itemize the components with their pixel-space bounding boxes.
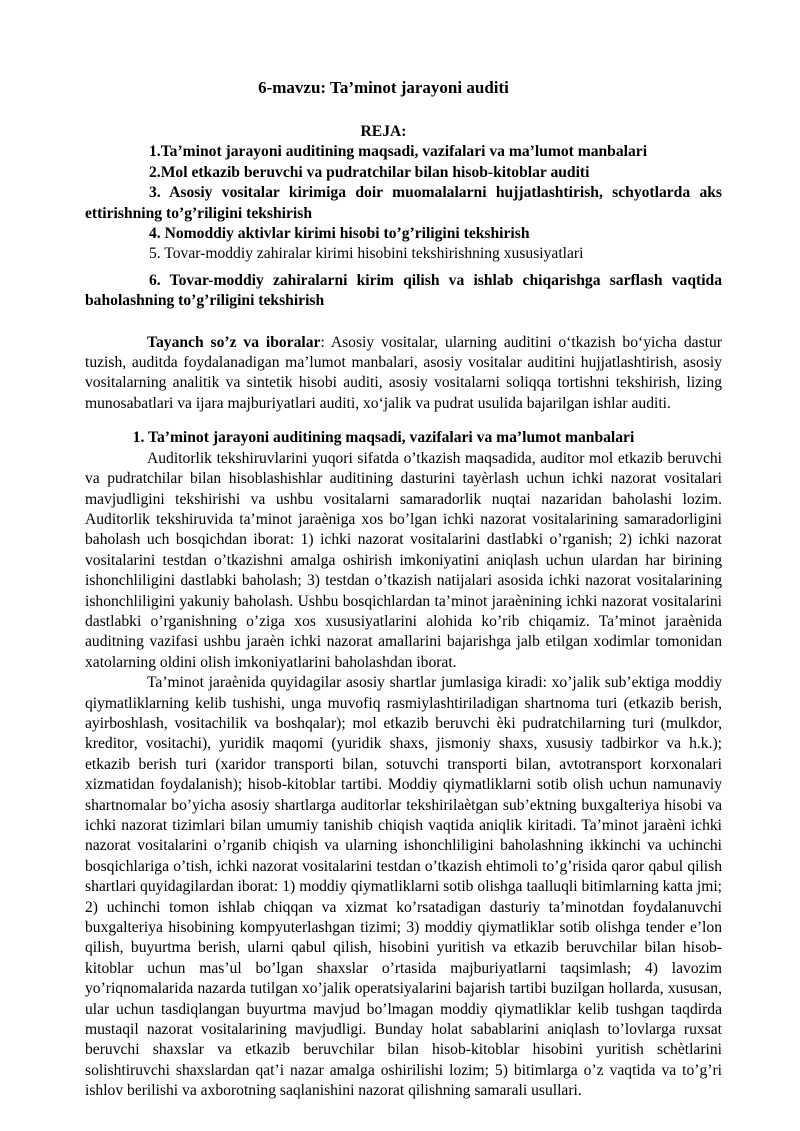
plan-item-3: 3. Asosiy vositalar kirimiga doir muomalalarni hujjatlashtirish, schyotlarda aks ettirishning to’g’riligini tekshirish: [85, 184, 722, 222]
keywords-paragraph: [85, 333, 722, 415]
keywords-text: : Asosiy vositalar, ularning auditini oʻtkazish boʻyicha dastur tuzish, auditda foydalanadigan ma’lumot manbalari, asosiy vositalar auditini hujjatlashtirish, asosiy vositalarning analitik va sintetik hisobi auditi, asosiy vositalarni soliqqa tortishni tekshirish, lizing munosabatlari va ijara majburiyatlari auditi, xoʻjalik va pudrat usulida bajarilgan ishlar auditi.: [85, 333, 722, 412]
section-1-paragraph-2: Ta’minot jaraènida quyidagilar asosiy shartlar jumlasiga kiradi: xo’jalik sub’ektiga moddiy qiymatliklarning kelib tushishi, unga muvofiq rasmiylashtiriladigan shartnoma turi (etkazib berish, ayirboshlash, vositachilik va boshqalar); mol etkazib beruvchi èki pudratchilarning turi (mulkdor, kreditor, vositachi), yuridik maqomi (yuridik shaxs, jismoniy shaxs, xususiy tadbirkor va h.k.); etkazib berish turi (xaridor transporti bilan, sotuvchi transporti bilan, avtotransport korxonalari xizmatidan foydalanish); hisob-kitoblar tartibi. Moddiy qiymatliklarni sotib olish uchun namunaviy shartnomalar bo’yicha asosiy shartlarga auditorlar tekshirilaètgan sub’ektning buxgalteriya hisobi va ichki nazorat tizimlari bilan umumiy tanishib chiqish vaqtida aniqlik kiritadi. Ta’minot jaraèni ichki nazorat vositalarini o’rganib chiqish va ularning ishonchliligini baholashning ikkinchi va uchinchi bosqichlariga o’tish, ichki nazorat vositalarini testdan o’tkazish ehtimoli to’g’risida qaror qabul qilish shartlari quyidagilardan iborat: 1) moddiy qiymatliklarni sotib olishga taalluqli bitimlarning katta jmi; 2) uchinchi tomon ishlab chiqqan va xizmat ko’rsatadigan dasturiy ta’minotdan foydalanuvchi buxgalteriya hisobining kompyuterlashgan tizimi; 3) moddiy qiymatliklar sotib olishga tender e’lon qilish, buyurtma berish, ularni qabul qilish, hisobini yuritish va etkazib beruvchilar bilan hisob-kitoblar uchun mas’ul bo’lgan shaxslar o’rtasida majburiyatlarni taqsimlash; 4) lavozim yo’riqnomalarida nazarda tutilgan xo’jalik operatsiyalarini bajarish tartibi buzilgan hollarda, xususan, ular uchun tasdiqlangan buyurtma mavjud bo’lmagan moddiy qiymatliklar kelib tushgan taqdirda mustaqil nazorat vositalarining mavjudligi. Bunday holat sabablarini aniqlash to’lovlarga ruxsat beruvchi shaxslar va etkazib beruvchilar bilan hisob-kitoblar hisobini yuritish schètlarini solishtiruvchi shaxslardan qat’i nazar amalga oshirilishi lozim; 5) bitimlarga o’z vaqtida va to’g’ri ishlov berilishi va axborotning saqlanishini nazorat qilishning samarali usullari.: [85, 674, 722, 1100]
document-content: [85, 78, 722, 1102]
plan-item-2: 2.Mol etkazib beruvchi va pudratchilar bilan hisob-kitoblar auditi: [149, 163, 590, 181]
plan-item-1: 1.Ta’minot jarayoni auditining maqsadi, vazifalari va ma’lumot manbalari: [149, 143, 648, 161]
plan-item-5: 5. Tovar-moddiy zahiralar kirimi hisobini tekshirishning xususiyatlari: [149, 245, 584, 263]
plan-list: [85, 142, 722, 311]
plan-item-4: 4. Nomoddiy aktivlar kirimi hisobi to’g’riligini tekshirish: [149, 225, 530, 243]
keywords-lead: Tayanch so’z va iboralar: [147, 333, 321, 351]
plan-item-6: 6. Tovar-moddiy zahiralarni kirim qilish va ishlab chiqarishga sarflash vaqtida baholashning to’g’riligini tekshirish: [85, 271, 722, 310]
page-title: 6-mavzu: Ta’minot jarayoni auditi: [258, 78, 509, 97]
plan-heading: REJA:: [360, 123, 407, 140]
section-1-paragraph-1: Auditorlik tekshiruvlarini yuqori sifatda o’tkazish maqsadida, auditor mol etkazib beruvchi va pudratchilar bilan hisoblashishlar auditining dasturini tayèrlash uchun ichki nazorat vositalari mavjudligini tekshirishi va ushbu vositalarni samaradorlik nuqtai nazaridan baholashi lozim. Auditorlik tekshiruvida ta’minot jaraèniga xos bo’lgan ichki nazorat vositalarining samaradorligini baholash uch bosqichdan iborat: 1) ichki nazorat vositalarini dastlabki o’rganish; 2) ichki nazorat vositalarini testdan o’tkazishni amalga oshirish imkoniyatini aniqlash uchun ulardan har birining ishonchliligini dastlabki baholash; 3) testdan o’tkazish natijalari asosida ichki nazorat vositalarining ishonchliligini yakuniy baholash. Ushbu bosqichlardan ta’minot jaraènining ichki nazorat vositalarini dastlabki o’rganishning o’ziga xos xususiyatlarini alohida ko’rib chiqamiz. Ta’minot jaraènida auditning vazifasi ushbu jaraèn ichki nazorat amallarini bajarishga jalb etilgan xodimlar tomonidan xatolarning oldini olish imkoniyatlarini baholashdan iborat.: [85, 449, 722, 671]
section-1-heading: 1. Ta’minot jarayoni auditining maqsadi, vazifalari va ma’lumot manbalari: [132, 429, 635, 447]
